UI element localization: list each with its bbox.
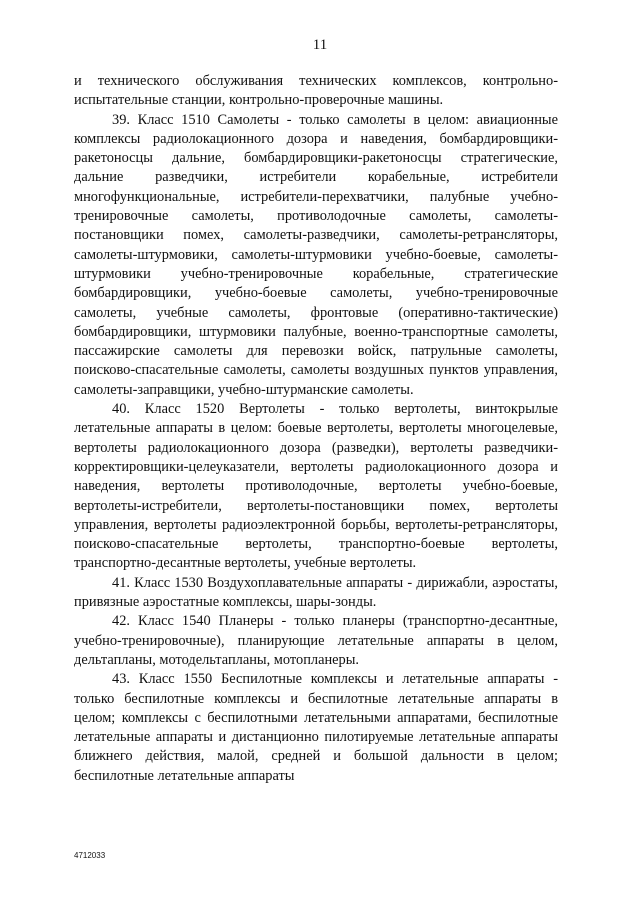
paragraph-continuation: и технического обслуживания технических комплексов, контрольно-испытательные станции, контрольно-проверочные машины. [74, 73, 558, 109]
paragraph-class-1550: 43. Класс 1550 Беспилотные комплексы и летательные аппараты - только беспилотные комплексы и беспилотные летательные аппараты в целом; комплексы с беспилотными летательными аппаратами, беспилотные летательные аппараты и дистанционно пилотируемые летательные аппараты ближнего действия, малой, средней и большой дальности в целом; беспилотные летательные аппараты [74, 671, 558, 784]
paragraph-class-1510: 39. Класс 1510 Самолеты - только самолеты в целом: авиационные комплексы радиолокационного дозора и наведения, бомбардировщики-ракетоносцы дальние, бомбардировщики-ракетоносцы стратегические, дальние разведчики, истребители корабельные, истребители многофункциональные, истребители-перехватчики, палубные учебно-тренировочные самолеты, противолодочные самолеты, самолеты-постановщики помех, самолеты-разведчики, самолеты-ретрансляторы, самолеты-штурмовики, самолеты-штурмовики учебно-боевые, самолеты-штурмовики учебно-тренировочные корабельные, стратегические бомбардировщики, учебно-боевые самолеты, учебно-тренировочные самолеты, учебные самолеты, фронтовые (оперативно-тактические) бомбардировщики, штурмовики палубные, военно-транспортные самолеты, пассажирские самолеты для перевозки войск, патрульные самолеты, поисково-спасательные самолеты, самолеты воздушных пунктов управления, самолеты-заправщики, учебно-штурманские самолеты. [74, 111, 558, 398]
document-code: 4712033 [74, 851, 106, 860]
paragraph-class-1520: 40. Класс 1520 Вертолеты - только вертолеты, винтокрылые летательные аппараты в целом: боевые вертолеты, вертолеты многоцелевые, вертолеты радиолокационного дозора (разведки), вертолеты разведчики-корректировщики-целеуказатели, вертолеты радиолокационного дозора и наведения, вертолеты противолодочные, вертолеты учебно-боевые, вертолеты-истребители, вертолеты-постановщики помех, вертолеты управления, вертолеты радиоэлектронной борьбы, вертолеты-ретрансляторы, поисково-спасательные вертолеты, транспортно-боевые вертолеты, транспортно-десантные вертолеты, учебные вертолеты. [74, 401, 558, 572]
paragraph-class-1530: 41. Класс 1530 Воздухоплавательные аппараты - дирижабли, аэростаты, привязные аэростатные комплексы, шары-зонды. [74, 574, 558, 611]
document-body [74, 72, 558, 786]
page-number: 11 [312, 37, 328, 53]
paragraph-class-1540: 42. Класс 1540 Планеры - только планеры (транспортно-десантные, учебно-тренировочные), планирующие летательные аппараты в целом, дельтапланы, мотодельтапланы, мотопланеры. [74, 613, 558, 668]
